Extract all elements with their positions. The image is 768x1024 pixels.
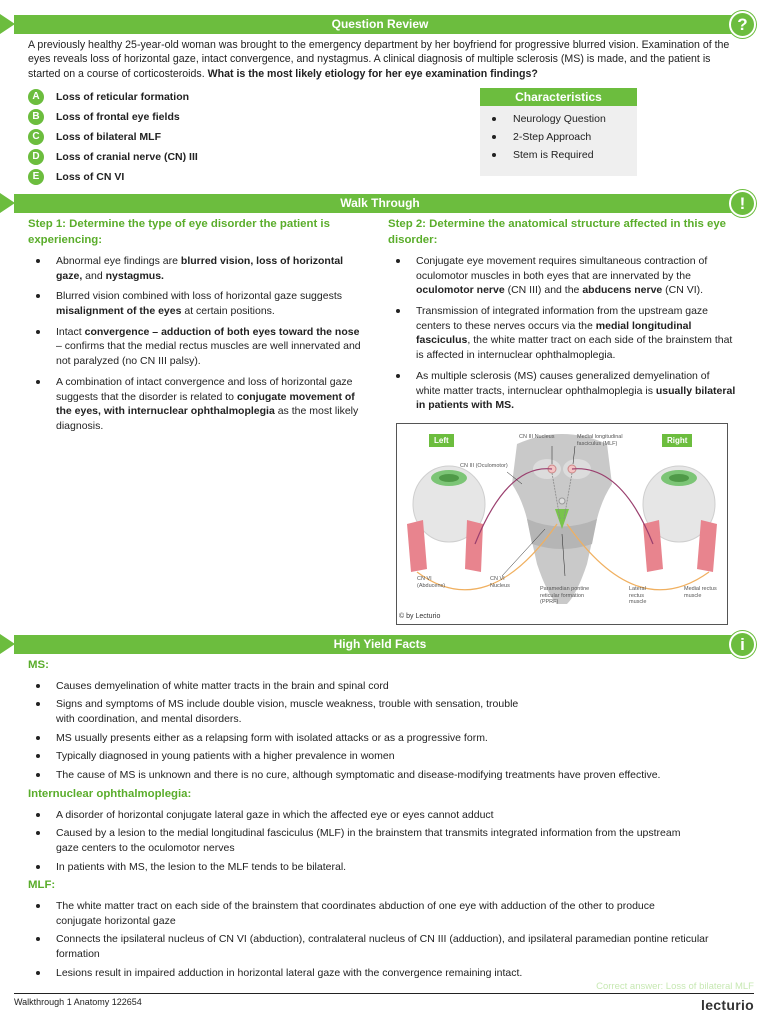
- characteristic-text: Stem is Required: [513, 148, 594, 161]
- label-medial-rectus: Medial rectus muscle: [684, 586, 717, 599]
- text: Transmission of integrated information from the upstream gaze centers to these nerves occurs via the: [416, 305, 708, 332]
- bullet-icon: [396, 374, 400, 378]
- label-cn3: CN III (Oculomotor): [460, 463, 508, 469]
- bullet-icon: [36, 773, 40, 777]
- mlf-title: MLF:: [28, 879, 56, 892]
- chevron-right-icon: [0, 14, 15, 34]
- list-item: [28, 966, 740, 981]
- bold-text: nystagmus.: [105, 269, 164, 282]
- high-yield-header: [14, 635, 746, 654]
- text: Abnormal eye findings are: [56, 255, 181, 267]
- label-cn3-nucleus: CN III Nucleus: [519, 434, 555, 440]
- text: Signs and symptoms of MS include double vision, muscle weakness, trouble with sensation, trouble with coordination, and mental disorders.: [56, 698, 519, 726]
- bullet-icon: [36, 831, 40, 835]
- bold-text: oculomotor nerve: [416, 284, 505, 297]
- footer-id: Walkthrough 1 Anatomy 122654: [14, 997, 142, 1007]
- step-2: [388, 217, 736, 419]
- step-2-title: Step 2: Determine the anatomical structure affected in this eye disorder:: [388, 218, 727, 246]
- list-item: [28, 860, 740, 875]
- high-yield-content: [28, 656, 740, 985]
- text: Typically diagnosed in young patients with a higher prevalence in women: [56, 750, 395, 763]
- list-item: [492, 128, 637, 146]
- logo-text: lecturio: [701, 997, 754, 1013]
- ms-title: MS:: [28, 659, 49, 671]
- left-tag: Left: [429, 434, 454, 447]
- bullet-icon: [36, 904, 40, 908]
- list-item: [388, 254, 736, 298]
- info-icon: i: [729, 631, 756, 658]
- list-item: [28, 325, 364, 369]
- list-item: [28, 749, 740, 764]
- bullet-icon: [492, 135, 496, 139]
- option-c[interactable]: [28, 127, 458, 147]
- bold-text: misalignment of the eyes: [56, 305, 182, 318]
- list-item: [28, 932, 740, 961]
- medial-rectus-left: [465, 520, 483, 572]
- label-lateral-rectus: Lateral rectus muscle: [629, 586, 647, 606]
- ino-title: Internuclear ophthalmoplegia:: [28, 787, 192, 800]
- bold-text: conjugate movement of the eyes, with internuclear ophthalmoplegia: [56, 390, 355, 418]
- bullet-icon: [36, 865, 40, 869]
- characteristics-box: [480, 88, 637, 176]
- bullet-icon: [492, 117, 496, 121]
- option-letter: A: [28, 89, 44, 105]
- list-item: [28, 731, 740, 746]
- question-review-title: Question Review: [331, 17, 429, 31]
- option-b[interactable]: [28, 107, 458, 127]
- cn6-nucleus: [559, 498, 565, 504]
- list-item: [28, 697, 740, 726]
- text: – confirms that the medial rectus muscles are well innervated and not paralyzed (no CN III palsy).: [56, 340, 361, 368]
- list-item: [388, 304, 736, 363]
- lecturio-logo: [701, 996, 754, 1015]
- exclamation-icon: !: [729, 190, 756, 217]
- text: A disorder of horizontal conjugate lateral gaze in which the affected eye or eyes cannot adduct: [56, 808, 494, 821]
- option-letter: C: [28, 129, 44, 145]
- text: Connects the ipsilateral nucleus of CN VI (abduction), contralateral nucleus of CN III (adduction), and ipsilateral paramedian pontine reticular formation: [56, 933, 709, 961]
- text: In patients with MS, the lesion to the MLF tends to be bilateral.: [56, 860, 347, 873]
- option-letter: E: [28, 169, 44, 185]
- bold-text: blurred vision, loss of horizontal gaze,: [56, 255, 344, 282]
- option-e[interactable]: [28, 167, 458, 187]
- text: and: [82, 269, 106, 282]
- text: Caused by a lesion to the medial longitudinal fasciculus (MLF) in the brainstem that transmits integrated information from the upstream gaze centers to the oculomotor nerves: [56, 827, 681, 854]
- question-stem: A previously healthy 25-year-old woman was brought to the emergency department by her boyfriend for progressive blurred vision. Examination of the eyes reveals loss of horizontal gaze, intact convergence, and nystagmus. A clinical diagnosis of multiple sclerosis (MS) is made, and the patient is started on a course of corticosteroids.: [28, 39, 730, 80]
- bold-text: medial longitudinal fasciculus: [416, 319, 692, 347]
- text: Causes demyelination of white matter tracts in the brain and spinal cord: [56, 679, 389, 692]
- label-cn6-left: CN VI (Abducens): [417, 576, 446, 589]
- list-item: [28, 899, 740, 928]
- figure-copyright: © by Lecturio: [399, 613, 441, 621]
- list-item: [492, 146, 637, 164]
- label-mlf: Medial longitudinal fasciculus (MLF): [577, 434, 623, 447]
- label-pprf: Paramedian pontine reticular formation (PPRF): [540, 586, 590, 606]
- step-2-list: [388, 254, 736, 413]
- correct-answer: Correct answer: Loss of bilateral MLF: [596, 981, 754, 992]
- bullet-icon: [36, 294, 40, 298]
- text: Lesions result in impaired adduction in horizontal lateral gaze with the convergence remaining intact.: [56, 966, 523, 979]
- label-cn6-nucleus: CN VI Nucleus: [490, 576, 510, 589]
- text: (CN III) and the: [504, 284, 583, 297]
- bullet-icon: [396, 259, 400, 263]
- list-item: [388, 369, 736, 413]
- text: at certain positions.: [181, 305, 275, 318]
- list-item: [28, 375, 364, 434]
- option-text: Loss of reticular formation: [56, 90, 190, 103]
- text: Blurred vision combined with loss of horizontal gaze suggests: [56, 290, 342, 303]
- question-prompt: What is the most likely etiology for her eye examination findings?: [207, 67, 538, 80]
- text: Intact: [56, 325, 85, 338]
- high-yield-title: High Yield Facts: [333, 637, 427, 651]
- bullet-icon: [492, 153, 496, 157]
- bullet-icon: [36, 380, 40, 384]
- question-review-header: [14, 15, 746, 34]
- text: MS usually presents either as a relapsing form with isolated attacks or as a progressive form.: [56, 731, 488, 744]
- ino-list: [28, 808, 740, 875]
- walk-through-header: [14, 194, 746, 213]
- text: The cause of MS is unknown and there is no cure, although symptomatic and disease-modifying treatments have proven effective.: [56, 769, 661, 782]
- list-item: [28, 289, 364, 318]
- bold-text: convergence – adduction of both eyes toward the nose: [84, 325, 360, 338]
- text: A combination of intact convergence and loss of horizontal gaze suggests that the disorder is related to: [56, 375, 353, 403]
- list-item: [28, 768, 740, 783]
- option-text: Loss of cranial nerve (CN) III: [56, 150, 198, 163]
- list-item: [28, 808, 740, 823]
- option-text: Loss of bilateral MLF: [56, 130, 162, 143]
- characteristic-text: 2-Step Approach: [513, 130, 592, 143]
- text: , the white matter tract on each side of the brainstem that is affected in internuclear ophthalmoplegia.: [416, 334, 733, 362]
- chevron-right-icon: [0, 634, 15, 654]
- bullet-icon: [36, 736, 40, 740]
- step-1: [28, 217, 364, 440]
- characteristics-title: Characteristics: [480, 88, 637, 106]
- step-1-list: [28, 254, 364, 434]
- bullet-icon: [36, 330, 40, 334]
- list-item: [492, 110, 637, 128]
- bold-text: abducens nerve: [582, 284, 663, 297]
- option-letter: D: [28, 149, 44, 165]
- text: (CN VI).: [662, 284, 704, 297]
- bullet-icon: [36, 813, 40, 817]
- option-text: Loss of frontal eye fields: [56, 110, 180, 123]
- characteristic-text: Neurology Question: [513, 112, 606, 125]
- chevron-right-icon: [0, 193, 15, 213]
- question-icon: ?: [729, 11, 756, 38]
- text: As multiple sclerosis (MS) causes generalized demyelination of white matter tracts, internuclear ophthalmoplegia is: [416, 369, 710, 397]
- bullet-icon: [36, 971, 40, 975]
- bullet-icon: [36, 937, 40, 941]
- question-text: [28, 38, 740, 81]
- option-a[interactable]: [28, 87, 458, 107]
- ms-list: [28, 679, 740, 783]
- option-d[interactable]: [28, 147, 458, 167]
- option-text: Loss of CN VI: [56, 170, 125, 183]
- answer-options: [28, 87, 458, 187]
- right-tag: Right: [662, 434, 692, 447]
- list-item: [28, 254, 364, 283]
- bullet-icon: [36, 259, 40, 263]
- bold-text: usually bilateral in patients with MS.: [416, 384, 736, 412]
- bullet-icon: [36, 684, 40, 688]
- option-letter: B: [28, 109, 44, 125]
- bullet-icon: [36, 702, 40, 706]
- footer-divider: [14, 993, 754, 994]
- text: as the most likely diagnosis.: [56, 405, 359, 432]
- text: Conjugate eye movement requires simultaneous contraction of oculomotor muscles in both eyes that are innervated by the: [416, 255, 708, 282]
- anatomy-figure: [396, 423, 728, 625]
- mlf-list: [28, 899, 740, 980]
- walk-through-title: Walk Through: [340, 196, 420, 210]
- step-1-title: Step 1: Determine the type of eye disorder the patient is experiencing:: [28, 218, 330, 246]
- bullet-icon: [396, 309, 400, 313]
- bullet-icon: [36, 754, 40, 758]
- list-item: [28, 679, 740, 694]
- list-item: [28, 826, 740, 855]
- text: The white matter tract on each side of the brainstem that coordinates abduction of one eye with adduction of the other to produce conjugate horizontal gaze: [56, 900, 655, 927]
- characteristics-list: [480, 106, 637, 164]
